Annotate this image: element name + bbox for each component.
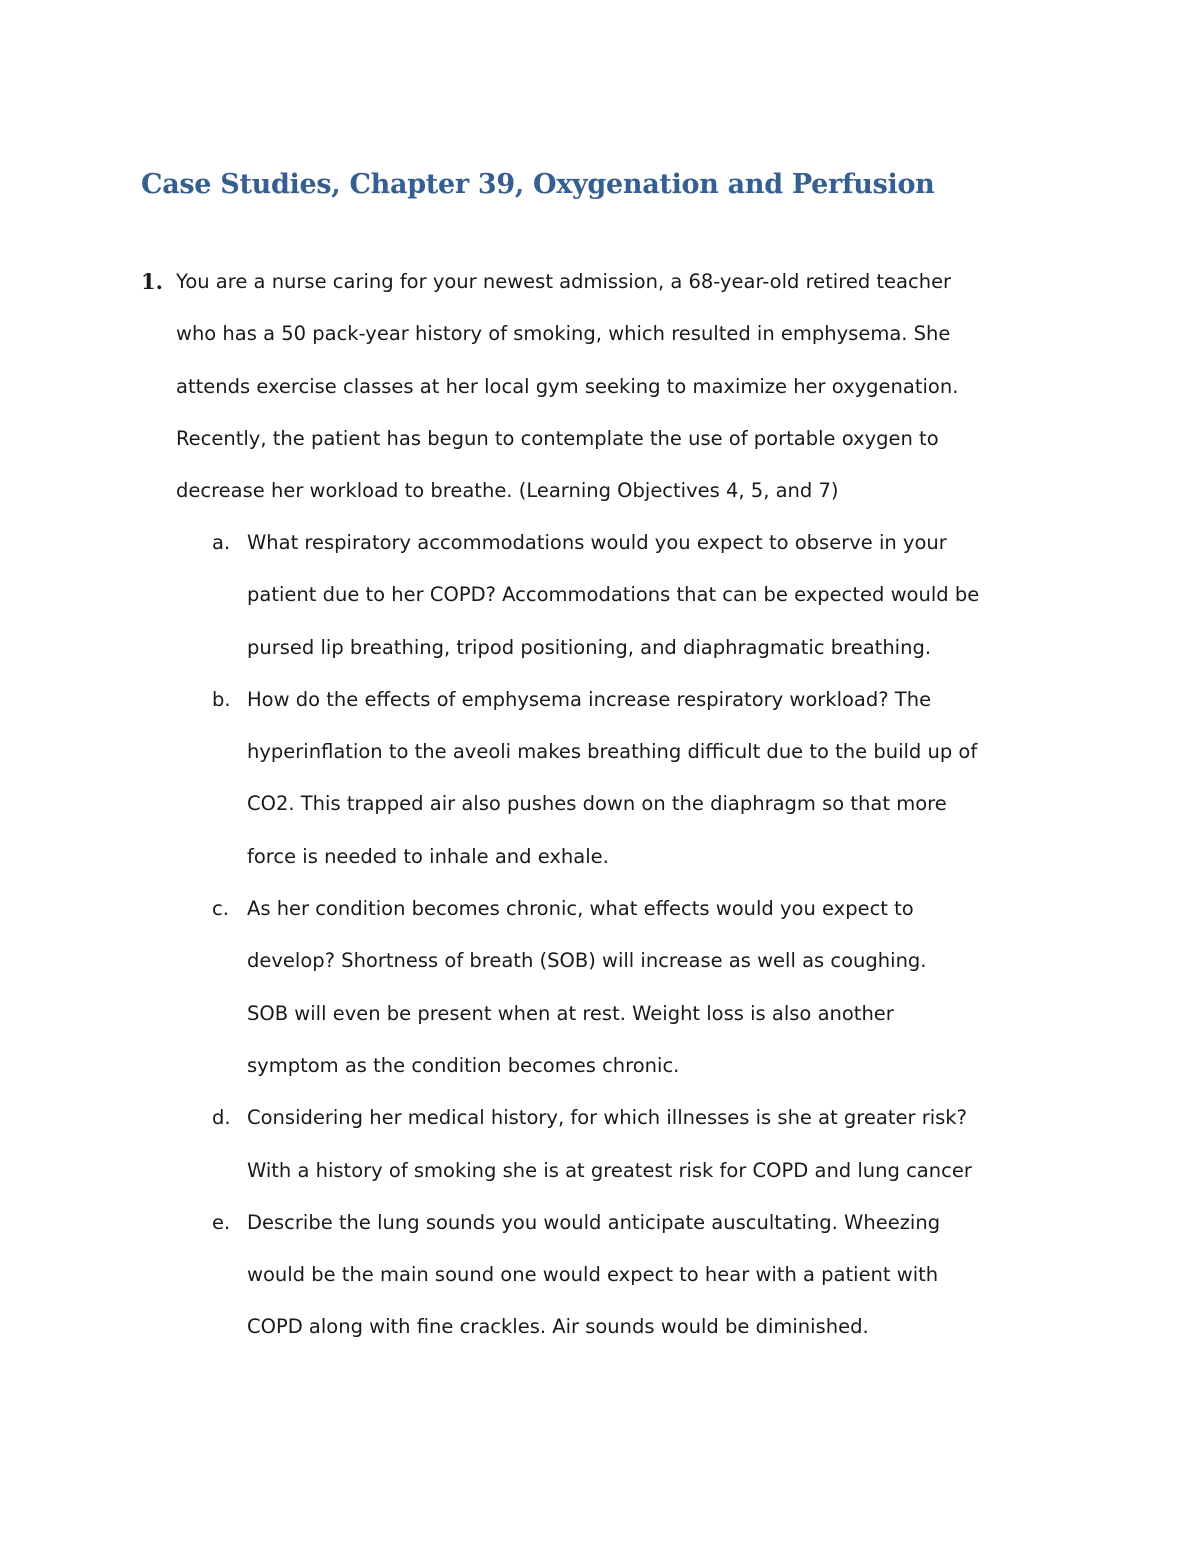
subquestion-line: patient due to her COPD? Accommodations that can be expected would be: [247, 583, 980, 607]
question-line: Recently, the patient has begun to contemplate the use of portable oxygen to: [176, 426, 939, 450]
subquestion-line: CO2. This trapped air also pushes down on the diaphragm so that more: [247, 792, 947, 816]
question-line: who has a 50 pack-year history of smoking, which resulted in emphysema. She: [176, 322, 951, 346]
subquestion-line: force is needed to inhale and exhale.: [247, 844, 609, 868]
subquestion-letter: a.: [212, 531, 231, 554]
subquestion-line: COPD along with fine crackles. Air sounds would be diminished.: [247, 1315, 869, 1339]
subquestion-line: Considering her medical history, for which illnesses is she at greater risk?: [247, 1106, 967, 1130]
subquestion-line: What respiratory accommodations would you expect to observe in your: [247, 531, 947, 554]
subquestion-b: [212, 674, 1072, 883]
subquestion-line: Describe the lung sounds you would anticipate auscultating. Wheezing: [247, 1210, 941, 1234]
subquestion-e: [212, 1197, 1072, 1354]
subquestion-line: hyperinflation to the aveoli makes breathing difficult due to the build up of: [247, 740, 978, 764]
subquestion-line: SOB will even be present when at rest. Weight loss is also another: [247, 1001, 894, 1025]
page-title: Case Studies, Chapter 39, Oxygenation and Perfusion: [141, 169, 935, 200]
subquestion-line: symptom as the condition becomes chronic.: [247, 1053, 680, 1077]
question-number: 1.: [141, 269, 163, 294]
subquestion-c: [212, 883, 1072, 1092]
question-line: decrease her workload to breathe. (Learning Objectives 4, 5, and 7): [176, 479, 839, 503]
question-line: attends exercise classes at her local gym seeking to maximize her oxygenation.: [176, 374, 959, 398]
subquestion-line: As her condition becomes chronic, what effects would you expect to: [247, 897, 914, 921]
subquestion-list: [212, 517, 1072, 1354]
subquestion-letter: e.: [212, 1210, 231, 1234]
subquestion-d: [212, 1092, 1072, 1197]
question-line: You are a nurse caring for your newest admission, a 68-year-old retired teacher: [176, 270, 952, 293]
subquestion-letter: c.: [212, 897, 229, 921]
subquestion-line: How do the effects of emphysema increase respiratory workload? The: [247, 687, 932, 711]
subquestion-letter: d.: [212, 1106, 231, 1130]
subquestion-line: would be the main sound one would expect to hear with a patient with: [247, 1263, 939, 1287]
question-1: [141, 256, 1061, 517]
subquestion-a: [212, 517, 1072, 674]
subquestion-line: With a history of smoking she is at greatest risk for COPD and lung cancer: [247, 1158, 972, 1182]
subquestion-letter: b.: [212, 687, 231, 711]
question-text: [176, 256, 1061, 517]
subquestion-line: develop? Shortness of breath (SOB) will increase as well as coughing.: [247, 949, 927, 973]
subquestion-line: pursed lip breathing, tripod positioning, and diaphragmatic breathing.: [247, 635, 932, 659]
